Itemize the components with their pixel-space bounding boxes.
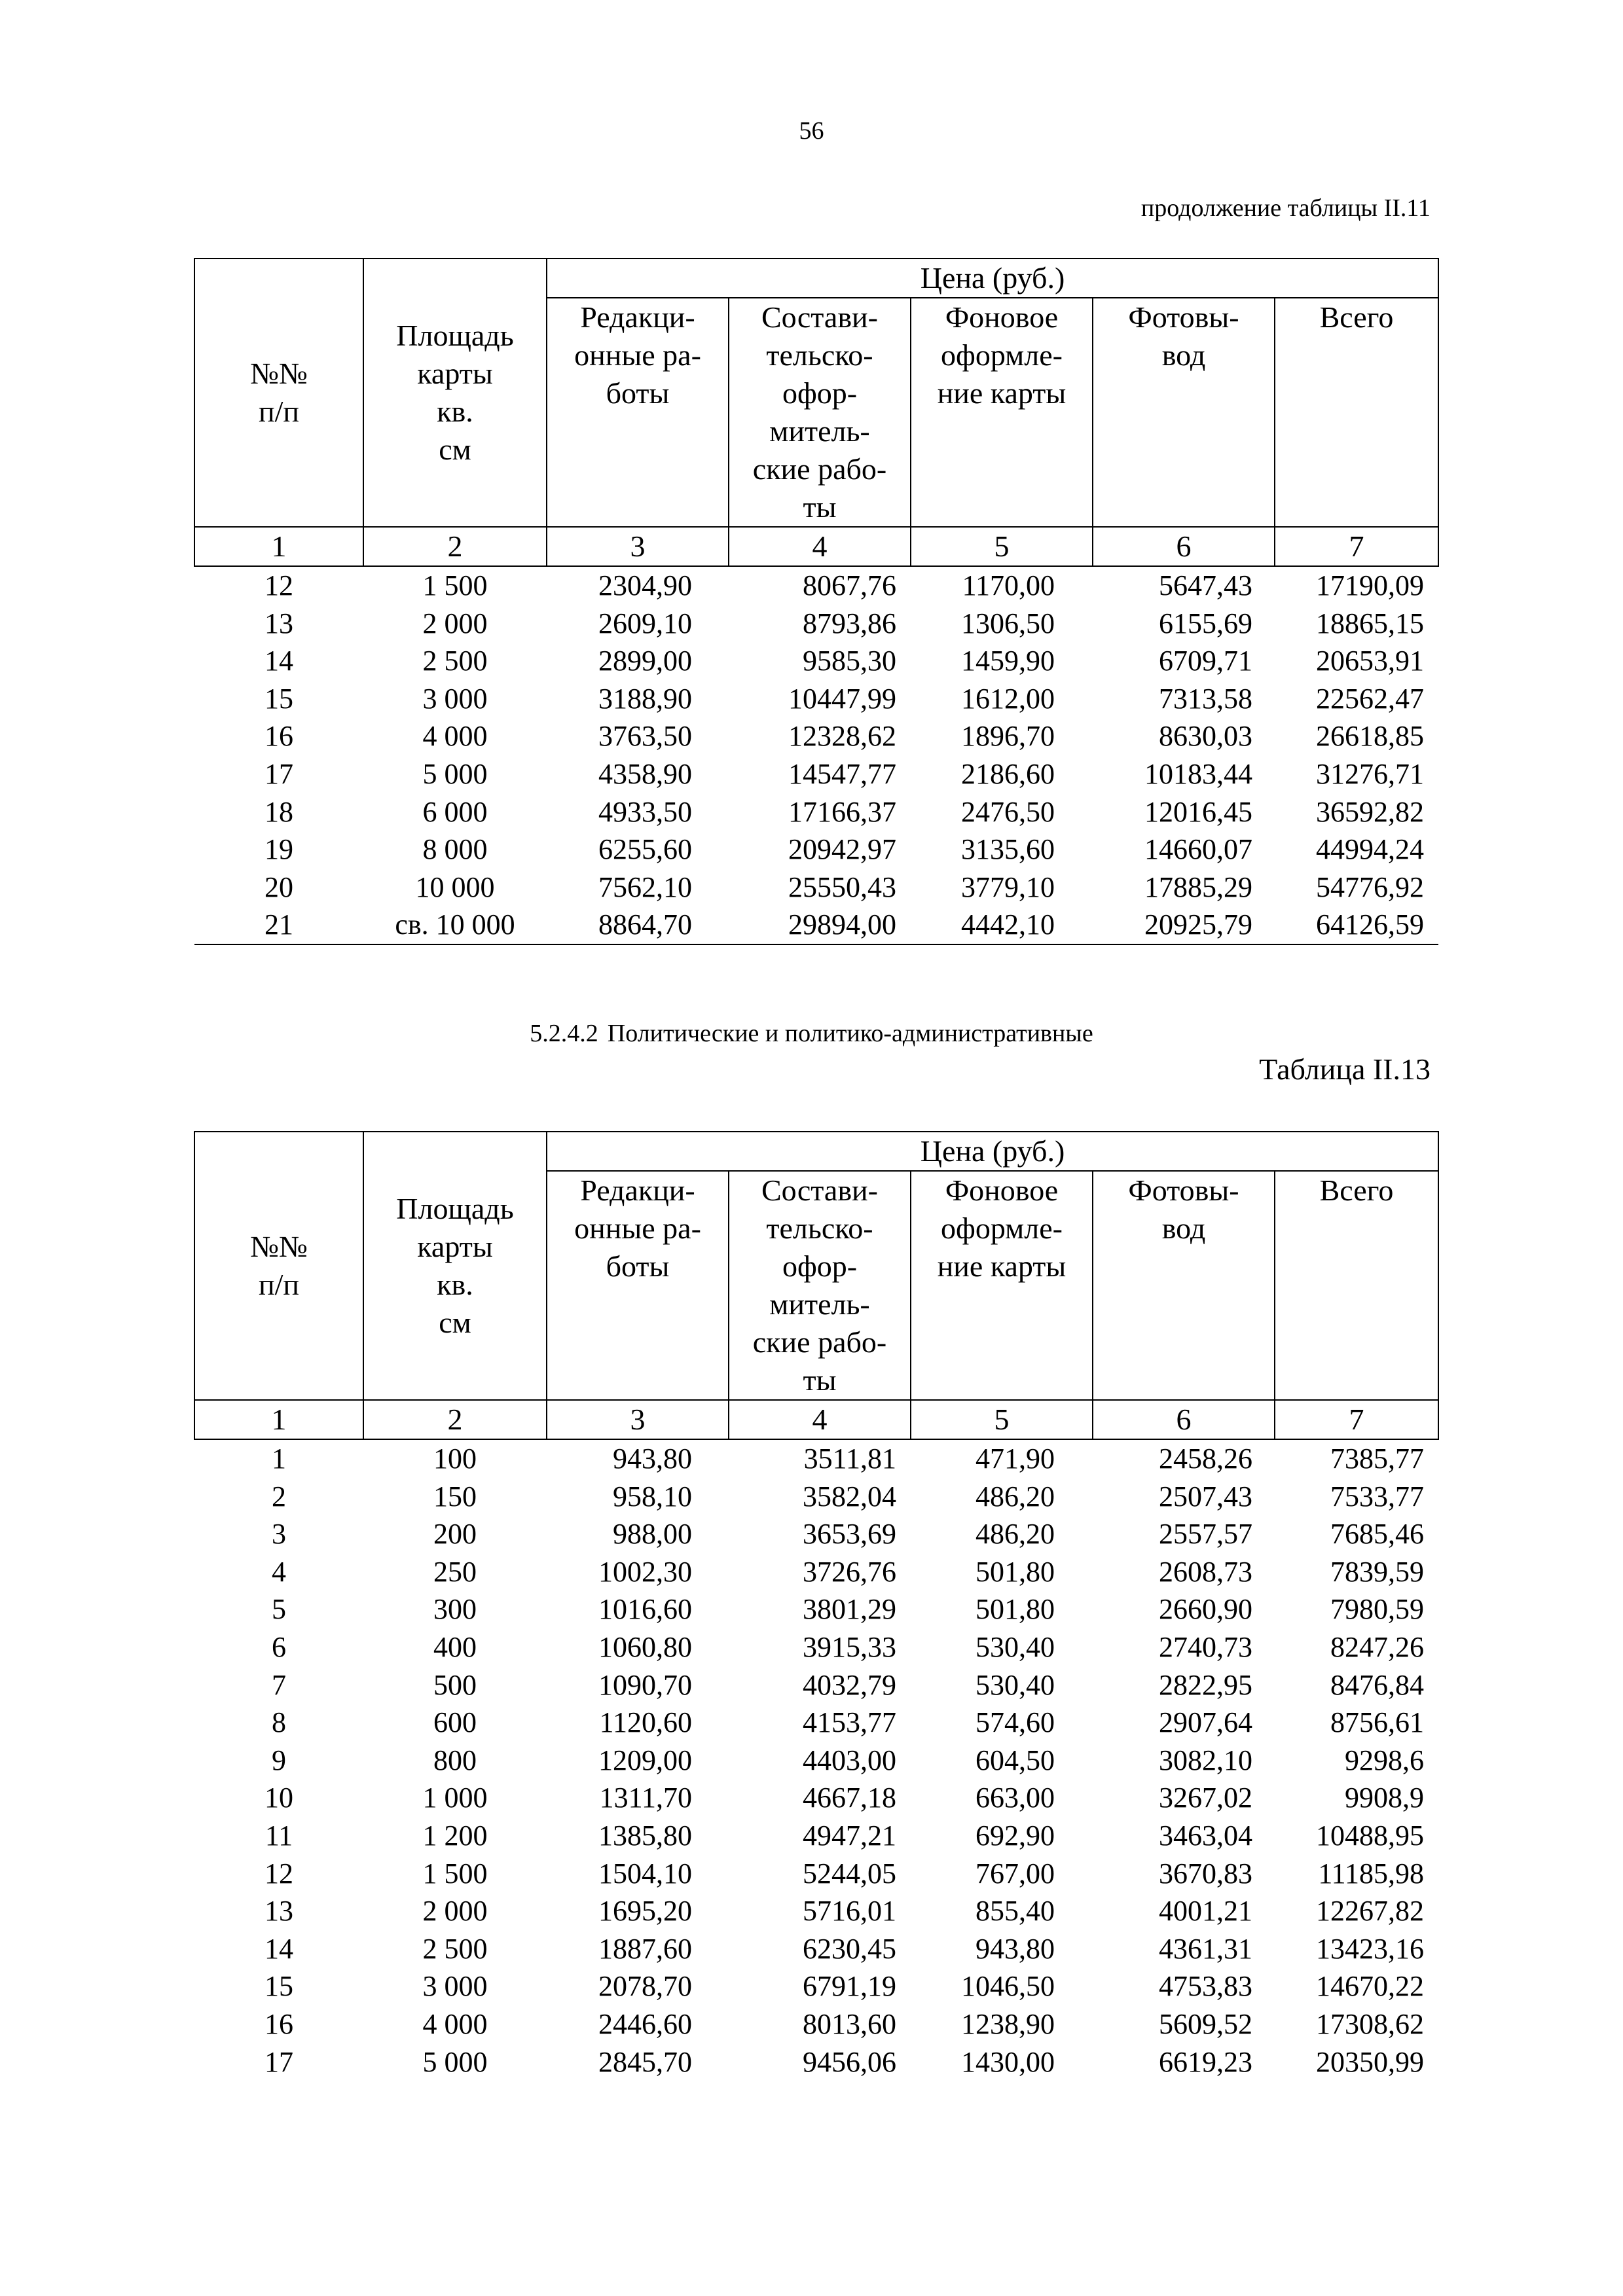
cell-total: 36592,82 [1316, 795, 1425, 828]
cell-total: 18865,15 [1316, 607, 1425, 639]
cell-row-number: 10 [264, 1782, 293, 1814]
cell-background: 1430,00 [961, 2045, 1055, 2078]
cell-photo-output: 2740,73 [1159, 1630, 1252, 1663]
cell-row-number: 6 [272, 1630, 286, 1663]
cell-photo-output: 2660,90 [1159, 1593, 1252, 1626]
cell-editorial: 1016,60 [598, 1593, 692, 1626]
header-photo-output: Фотовы- вод [1093, 1171, 1275, 1400]
cell-map-area: 400 [433, 1630, 477, 1663]
cell-row-number: 13 [264, 1895, 293, 1928]
table-row [194, 1553, 1438, 1591]
header-total: Всего [1275, 1171, 1438, 1400]
cell-photo-output: 7313,58 [1159, 682, 1252, 715]
header-background-design: Фоновое оформле- ние карты [911, 298, 1093, 527]
table-row [194, 1779, 1438, 1817]
cell-map-area: 2 500 [422, 645, 488, 677]
header-price-group: Цена (руб.) [547, 1132, 1438, 1171]
cell-row-number: 5 [272, 1593, 286, 1626]
cell-compilation: 3511,81 [803, 1443, 896, 1475]
cell-map-area: 600 [433, 1706, 477, 1739]
header-number-cell: 5 [911, 1400, 1093, 1439]
cell-photo-output: 10183,44 [1144, 757, 1252, 790]
table-row [194, 1590, 1438, 1628]
cell-photo-output: 4361,31 [1159, 1932, 1252, 1965]
cell-editorial: 1120,60 [599, 1706, 692, 1739]
cell-compilation: 17166,37 [788, 795, 896, 828]
cell-editorial: 2446,60 [598, 2007, 692, 2040]
header-number-cell: 2 [363, 527, 547, 566]
cell-editorial: 7562,10 [598, 870, 692, 903]
cell-photo-output: 2822,95 [1159, 1668, 1252, 1701]
cell-row-number: 8 [272, 1706, 286, 1739]
cell-compilation: 9456,06 [803, 2045, 896, 2078]
cell-compilation: 3801,29 [803, 1593, 896, 1626]
cell-total: 9298,6 [1345, 1744, 1425, 1776]
cell-photo-output: 3267,02 [1159, 1782, 1252, 1814]
table-row [194, 1515, 1438, 1553]
cell-row-number: 14 [264, 1932, 293, 1965]
cell-total: 11185,98 [1318, 1857, 1425, 1890]
cell-photo-output: 4001,21 [1159, 1895, 1252, 1928]
cell-row-number: 4 [272, 1555, 286, 1588]
section-title [0, 1019, 1623, 1048]
cell-compilation: 6791,19 [803, 1970, 896, 2003]
cell-compilation: 3726,76 [803, 1555, 896, 1588]
cell-photo-output: 3082,10 [1159, 1744, 1252, 1776]
cell-total: 44994,24 [1316, 833, 1425, 866]
cell-editorial: 2845,70 [598, 2045, 692, 2078]
cell-total: 7980,59 [1330, 1593, 1425, 1626]
cell-background: 855,40 [976, 1895, 1055, 1928]
cell-total: 13423,16 [1316, 1932, 1425, 1965]
cell-editorial: 1002,30 [598, 1555, 692, 1588]
header-number-cell: 5 [911, 527, 1093, 566]
cell-row-number: 16 [264, 720, 293, 753]
cell-map-area: 1 500 [422, 569, 488, 601]
cell-total: 14670,22 [1316, 1970, 1425, 2003]
cell-map-area: 100 [433, 1443, 477, 1475]
cell-total: 17308,62 [1316, 2007, 1425, 2040]
cell-row-number: 15 [264, 1970, 293, 2003]
cell-total: 8476,84 [1330, 1668, 1425, 1701]
cell-map-area: 5 000 [422, 2045, 488, 2078]
cell-map-area: 4 000 [422, 720, 488, 753]
cell-total: 20350,99 [1316, 2045, 1425, 2078]
cell-photo-output: 12016,45 [1144, 795, 1252, 828]
cell-editorial: 988,00 [613, 1518, 692, 1551]
cell-row-number: 14 [264, 645, 293, 677]
header-editorial-work: Редакци- онные ра- боты [547, 298, 729, 527]
cell-compilation: 4947,21 [803, 1819, 896, 1852]
cell-total: 7685,46 [1330, 1518, 1425, 1551]
cell-background: 3779,10 [961, 870, 1055, 903]
cell-photo-output: 4753,83 [1159, 1970, 1252, 2003]
table-row [194, 906, 1438, 944]
header-number-cell: 7 [1275, 527, 1438, 566]
table-row [194, 755, 1438, 793]
cell-background: 574,60 [976, 1706, 1055, 1739]
cell-background: 1896,70 [961, 720, 1055, 753]
cell-row-number: 19 [264, 833, 293, 866]
cell-compilation: 29894,00 [729, 906, 911, 944]
cell-photo-output: 2907,64 [1159, 1706, 1252, 1739]
cell-map-area: 250 [433, 1555, 477, 1588]
cell-background: 3135,60 [961, 833, 1055, 866]
cell-compilation: 8067,76 [803, 569, 896, 601]
cell-compilation: 3653,69 [803, 1518, 896, 1551]
header-editorial-work: Редакци- онные ра- боты [547, 1171, 729, 1400]
cell-map-area: 500 [433, 1668, 477, 1701]
cell-compilation: 8013,60 [803, 2007, 896, 2040]
table-row [194, 869, 1438, 906]
cell-compilation: 4032,79 [803, 1668, 896, 1701]
table-body [194, 566, 1438, 944]
cell-editorial: 1385,80 [598, 1819, 692, 1852]
cell-compilation: 6230,45 [803, 1932, 896, 1965]
cell-compilation: 4667,18 [803, 1782, 896, 1814]
table-row [194, 1666, 1438, 1704]
cell-compilation: 9585,30 [803, 645, 896, 677]
cell-total: 7839,59 [1330, 1555, 1425, 1588]
table-row [194, 1742, 1438, 1780]
cell-total: 17190,09 [1316, 569, 1425, 601]
cell-background: 530,40 [976, 1668, 1055, 1701]
table-row [194, 605, 1438, 643]
header-number-cell: 4 [729, 1400, 911, 1439]
cell-map-area: 2 500 [422, 1932, 488, 1965]
header-number-cell: 6 [1093, 527, 1275, 566]
cell-background: 663,00 [976, 1782, 1055, 1814]
cell-map-area: 150 [433, 1480, 477, 1513]
table-row [194, 793, 1438, 831]
cell-compilation: 25550,43 [788, 870, 896, 903]
cell-photo-output: 20925,79 [1093, 906, 1275, 944]
cell-editorial: 958,10 [613, 1480, 692, 1513]
cell-photo-output: 6619,23 [1159, 2045, 1252, 2078]
table-row [194, 1967, 1438, 2005]
table-row [194, 1817, 1438, 1855]
cell-background: 767,00 [976, 1857, 1055, 1890]
cell-photo-output: 6155,69 [1159, 607, 1252, 639]
cell-map-area: 3 000 [422, 1970, 488, 2003]
cell-map-area: 1 500 [422, 1857, 488, 1890]
cell-photo-output: 2557,57 [1159, 1518, 1252, 1551]
cell-row-number: 12 [264, 569, 293, 601]
cell-compilation: 4403,00 [803, 1744, 896, 1776]
header-row-number: №№ п/п [194, 259, 363, 527]
cell-background: 501,80 [976, 1555, 1055, 1588]
header-number-cell: 1 [194, 527, 363, 566]
cell-total: 12267,82 [1316, 1895, 1425, 1928]
cell-editorial: 2304,90 [598, 569, 692, 601]
cell-editorial: 1887,60 [598, 1932, 692, 1965]
table-row [194, 2005, 1438, 2043]
cell-editorial: 3188,90 [598, 682, 692, 715]
cell-map-area: 1 200 [422, 1819, 488, 1852]
header-number-cell: 3 [547, 527, 729, 566]
cell-total: 7385,77 [1330, 1443, 1425, 1475]
cell-editorial: 1695,20 [598, 1895, 692, 1928]
cell-compilation: 5244,05 [803, 1857, 896, 1890]
cell-background: 4442,10 [911, 906, 1093, 944]
cell-editorial: 3763,50 [598, 720, 692, 753]
cell-row-number: 17 [264, 2045, 293, 2078]
cell-background: 471,90 [976, 1443, 1055, 1475]
cell-background: 1238,90 [961, 2007, 1055, 2040]
cell-row-number: 2 [272, 1480, 286, 1513]
continuation-caption: продолжение таблицы II.11 [1140, 194, 1431, 222]
cell-background: 604,50 [976, 1744, 1055, 1776]
cell-map-area: 5 000 [422, 757, 488, 790]
cell-total: 54776,92 [1316, 870, 1425, 903]
cell-background: 1046,50 [961, 1970, 1055, 2003]
header-number-cell: 7 [1275, 1400, 1438, 1439]
cell-photo-output: 2608,73 [1159, 1555, 1252, 1588]
cell-background: 2476,50 [961, 795, 1055, 828]
cell-row-number: 16 [264, 2007, 293, 2040]
cell-row-number: 3 [272, 1518, 286, 1551]
cell-map-area: св. 10 000 [363, 906, 547, 944]
header-price-group: Цена (руб.) [547, 259, 1438, 298]
cell-photo-output: 3463,04 [1159, 1819, 1252, 1852]
cell-photo-output: 2507,43 [1159, 1480, 1252, 1513]
cell-map-area: 10 000 [415, 870, 495, 903]
header-number-cell: 2 [363, 1400, 547, 1439]
cell-compilation: 14547,77 [788, 757, 896, 790]
cell-row-number: 18 [264, 795, 293, 828]
header-compilation-work: Состави- тельско- офор- митель- ские рабо- ты [729, 298, 911, 527]
cell-map-area: 6 000 [422, 795, 488, 828]
cell-map-area: 200 [433, 1518, 477, 1551]
header-map-area: Площадь карты кв. см [363, 259, 547, 527]
cell-editorial: 1504,10 [598, 1857, 692, 1890]
cell-map-area: 4 000 [422, 2007, 488, 2040]
header-number-cell: 1 [194, 1400, 363, 1439]
cell-background: 486,20 [976, 1480, 1055, 1513]
table-row [194, 2043, 1438, 2081]
table-row [194, 1439, 1438, 1478]
table-row [194, 642, 1438, 680]
cell-editorial: 1060,80 [598, 1630, 692, 1663]
cell-photo-output: 8630,03 [1159, 720, 1252, 753]
cell-editorial: 4933,50 [598, 795, 692, 828]
cell-photo-output: 5609,52 [1159, 2007, 1252, 2040]
table-label: Таблица II.13 [1259, 1052, 1431, 1086]
table-row [194, 1855, 1438, 1893]
cell-background: 501,80 [976, 1593, 1055, 1626]
cell-total: 7533,77 [1330, 1480, 1425, 1513]
cell-editorial: 8864,70 [547, 906, 729, 944]
cell-total: 10488,95 [1316, 1819, 1425, 1852]
cell-row-number: 15 [264, 682, 293, 715]
cell-map-area: 2 000 [422, 607, 488, 639]
header-number-cell: 6 [1093, 1400, 1275, 1439]
cell-background: 486,20 [976, 1518, 1055, 1551]
cell-total: 26618,85 [1316, 720, 1425, 753]
cell-background: 1306,50 [961, 607, 1055, 639]
cell-compilation: 8793,86 [803, 607, 896, 639]
table-row [194, 1478, 1438, 1516]
header-total: Всего [1275, 298, 1438, 527]
cell-compilation: 10447,99 [788, 682, 896, 715]
cell-row-number: 17 [264, 757, 293, 790]
cell-total: 20653,91 [1316, 645, 1425, 677]
header-map-area: Площадь карты кв. см [363, 1132, 547, 1400]
cell-total: 8247,26 [1330, 1630, 1425, 1663]
table-row [194, 831, 1438, 869]
cell-compilation: 3582,04 [803, 1480, 896, 1513]
cell-row-number: 12 [264, 1857, 293, 1890]
header-row-number: №№ п/п [194, 1132, 363, 1400]
table-row [194, 1892, 1438, 1930]
table-row [194, 680, 1438, 718]
cell-row-number: 1 [272, 1443, 286, 1475]
cell-editorial: 2078,70 [598, 1970, 692, 2003]
header-compilation-work: Состави- тельско- офор- митель- ские рабо- ты [729, 1171, 911, 1400]
cell-row-number: 7 [272, 1668, 286, 1701]
cell-row-number: 13 [264, 607, 293, 639]
price-table-political [194, 1131, 1439, 2081]
cell-photo-output: 2458,26 [1159, 1443, 1252, 1475]
cell-editorial: 1090,70 [598, 1668, 692, 1701]
table-row [194, 1628, 1438, 1666]
cell-map-area: 1 000 [422, 1782, 488, 1814]
section-number: 5.2.4.2 [530, 1020, 598, 1047]
header-photo-output: Фотовы- вод [1093, 298, 1275, 527]
header-background-design: Фоновое оформле- ние карты [911, 1171, 1093, 1400]
cell-map-area: 300 [433, 1593, 477, 1626]
cell-editorial: 2899,00 [598, 645, 692, 677]
cell-background: 692,90 [976, 1819, 1055, 1852]
cell-photo-output: 3670,83 [1159, 1857, 1252, 1890]
cell-map-area: 2 000 [422, 1895, 488, 1928]
cell-compilation: 4153,77 [803, 1706, 896, 1739]
price-table-continuation [194, 258, 1439, 945]
cell-row-number: 9 [272, 1744, 286, 1776]
cell-photo-output: 14660,07 [1144, 833, 1252, 866]
table-row [194, 566, 1438, 605]
cell-map-area: 3 000 [422, 682, 488, 715]
header-number-cell: 4 [729, 527, 911, 566]
cell-total: 22562,47 [1316, 682, 1425, 715]
section-title-text: Политические и политико-административные [607, 1020, 1093, 1047]
table-row [194, 1930, 1438, 1968]
cell-photo-output: 5647,43 [1159, 569, 1252, 601]
table-row [194, 1704, 1438, 1742]
cell-total: 64126,59 [1275, 906, 1438, 944]
table-row [194, 717, 1438, 755]
cell-compilation: 20942,97 [788, 833, 896, 866]
cell-compilation: 5716,01 [803, 1895, 896, 1928]
cell-editorial: 1311,70 [599, 1782, 692, 1814]
cell-background: 943,80 [976, 1932, 1055, 1965]
page-number: 56 [799, 117, 824, 145]
cell-compilation: 12328,62 [788, 720, 896, 753]
cell-editorial: 6255,60 [598, 833, 692, 866]
cell-map-area: 8 000 [422, 833, 488, 866]
cell-photo-output: 6709,71 [1159, 645, 1252, 677]
cell-row-number: 21 [194, 906, 363, 944]
cell-editorial: 943,80 [613, 1443, 692, 1475]
cell-background: 1612,00 [961, 682, 1055, 715]
header-number-cell: 3 [547, 1400, 729, 1439]
cell-editorial: 2609,10 [598, 607, 692, 639]
cell-compilation: 3915,33 [803, 1630, 896, 1663]
table-body [194, 1439, 1438, 2081]
cell-background: 1459,90 [961, 645, 1055, 677]
cell-total: 9908,9 [1345, 1782, 1425, 1814]
cell-background: 2186,60 [961, 757, 1055, 790]
cell-row-number: 11 [264, 1819, 293, 1852]
cell-photo-output: 17885,29 [1144, 870, 1252, 903]
cell-editorial: 1209,00 [598, 1744, 692, 1776]
cell-total: 8756,61 [1330, 1706, 1425, 1739]
cell-row-number: 20 [264, 870, 293, 903]
cell-editorial: 4358,90 [598, 757, 692, 790]
cell-total: 31276,71 [1316, 757, 1425, 790]
cell-background: 1170,00 [962, 569, 1055, 601]
cell-background: 530,40 [976, 1630, 1055, 1663]
cell-map-area: 800 [433, 1744, 477, 1776]
